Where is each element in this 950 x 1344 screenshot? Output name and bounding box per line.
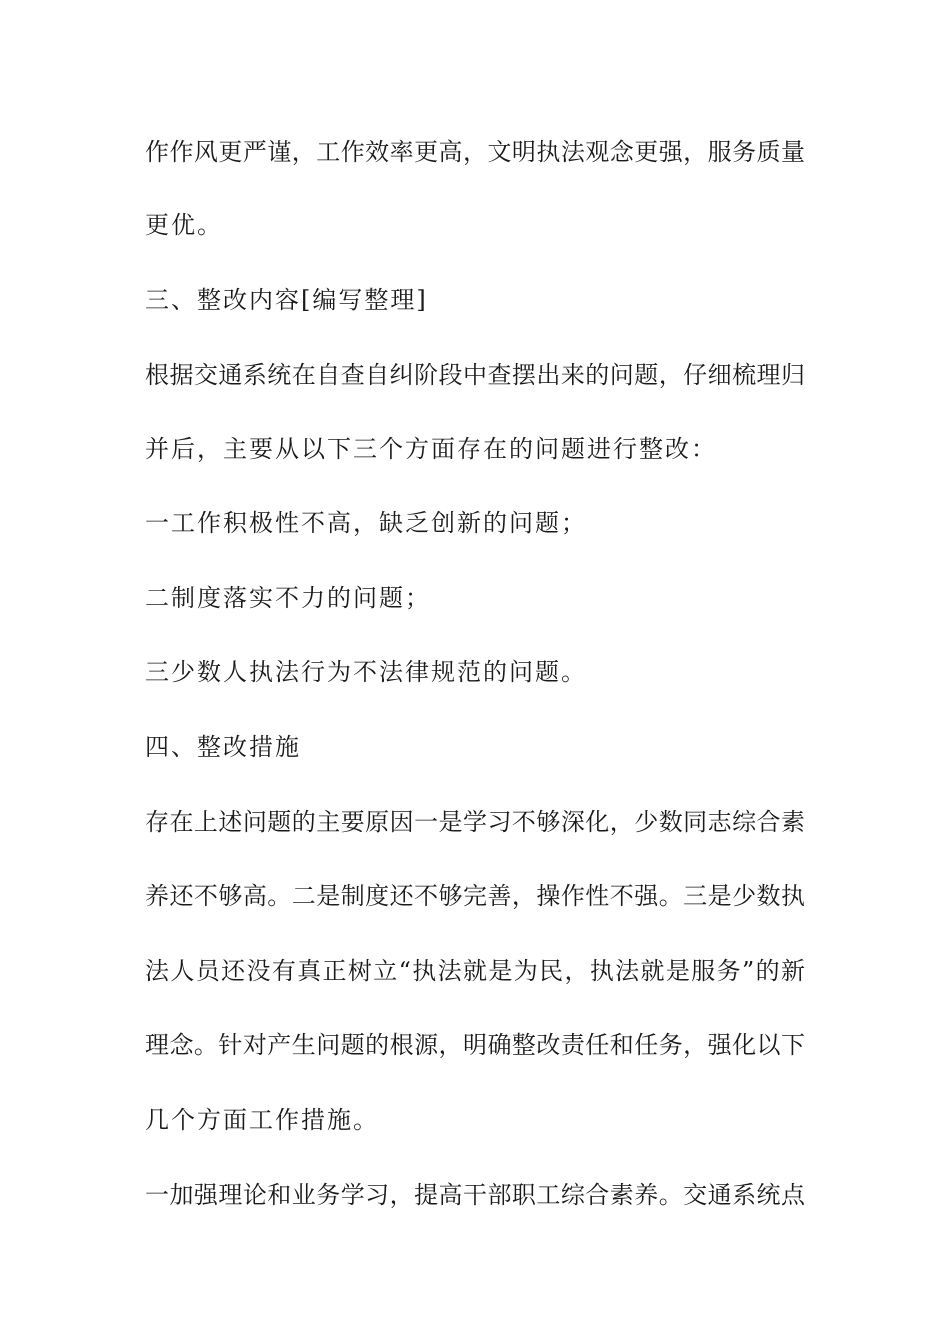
paragraph-line: 存在上述问题的主要原因一是学习不够深化，少数同志综合素 xyxy=(145,808,805,836)
paragraph-line: 法人员还没有真正树立“执法就是为民，执法就是服务”的新 xyxy=(145,957,805,985)
list-item: 三少数人执法行为不法律规范的问题。 xyxy=(145,658,587,686)
section-heading: 三、整改内容[编写整理] xyxy=(145,286,428,314)
paragraph-line: 几个方面工作措施。 xyxy=(145,1106,379,1134)
paragraph-line: 养还不够高。二是制度还不够完善，操作性不强。三是少数执 xyxy=(145,882,805,910)
paragraph-line: 作作风更严谨，工作效率更高，文明执法观念更强，服务质量 xyxy=(145,138,805,166)
paragraph-line: 理念。针对产生问题的根源，明确整改责任和任务，强化以下 xyxy=(145,1031,805,1059)
list-item: 二制度落实不力的问题； xyxy=(145,584,431,612)
section-heading: 四、整改措施 xyxy=(145,733,301,761)
list-item: 一工作积极性不高，缺乏创新的问题； xyxy=(145,509,587,537)
paragraph-line: 更优。 xyxy=(145,211,223,239)
paragraph-line: 并后，主要从以下三个方面存在的问题进行整改： xyxy=(145,435,717,463)
paragraph-line: 一加强理论和业务学习，提高干部职工综合素养。交通系统点 xyxy=(145,1181,805,1209)
paragraph-line: 根据交通系统在自查自纠阶段中查摆出来的问题，仔细梳理归 xyxy=(145,361,805,389)
